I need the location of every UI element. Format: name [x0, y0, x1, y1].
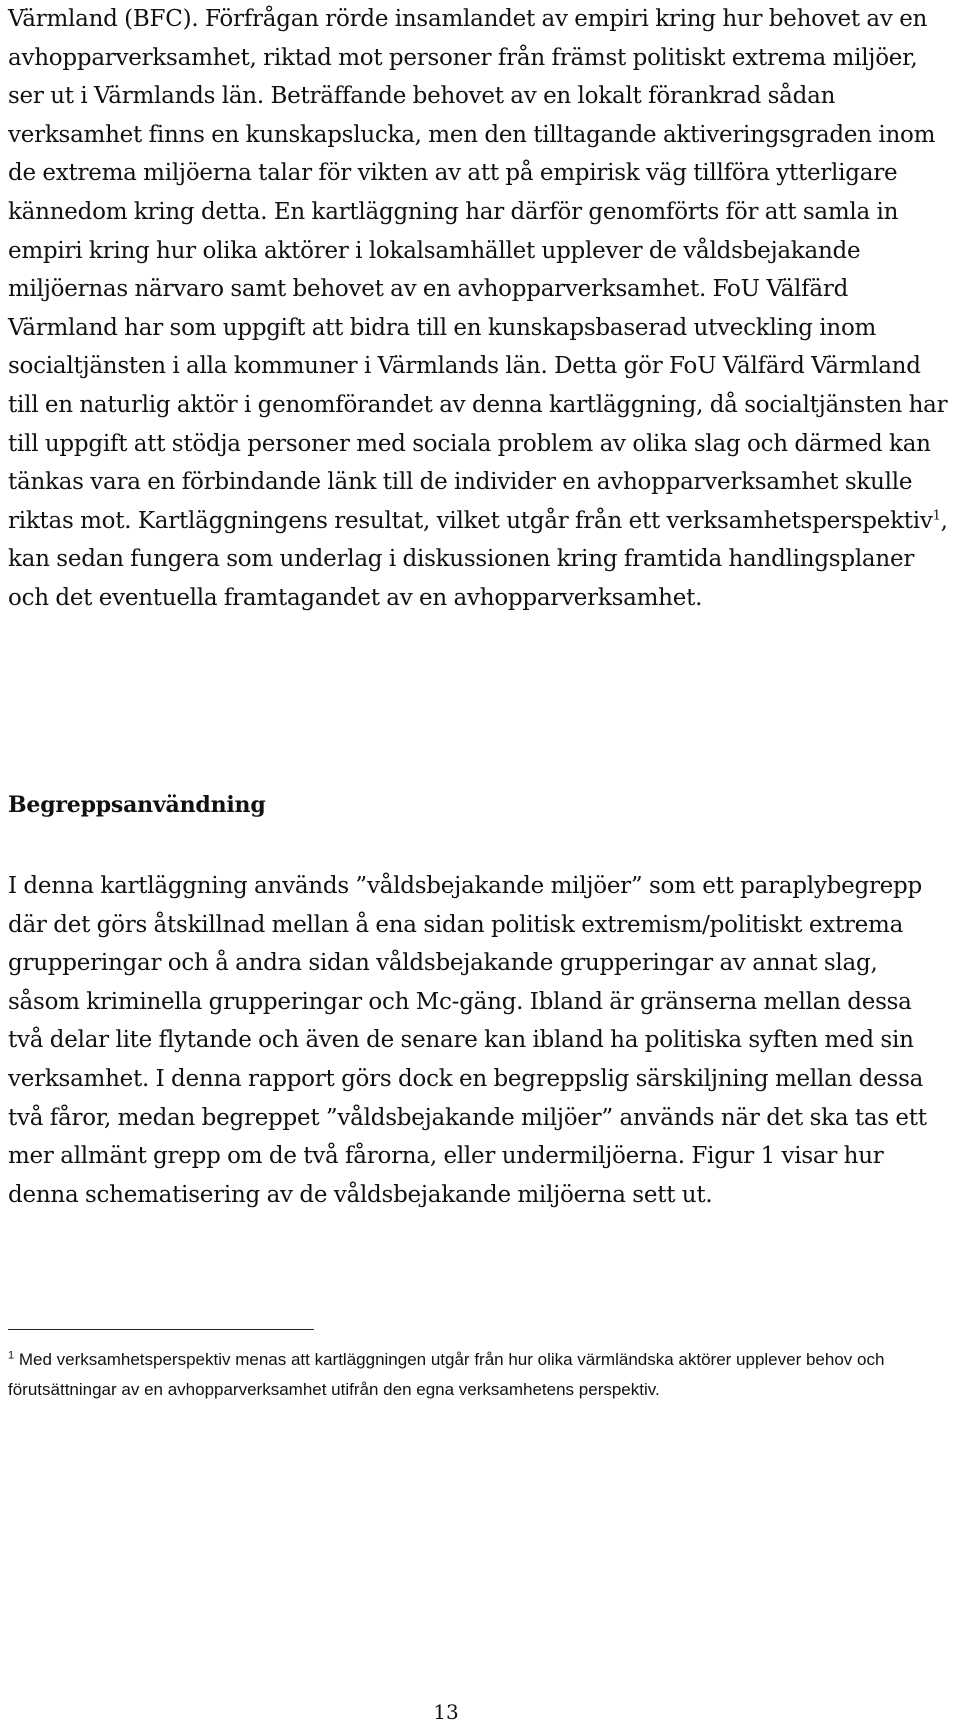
paragraph-text: Värmland (BFC). Förfrågan rörde insamlandet av empiri kring hur behovet av en avhopparverksamhet, riktad mot personer från främst politiskt extrema miljöer, ser ut i Värmlands län. Beträffande behovet av en lokalt förankrad sådan verksamhet finns en kunskapslucka, men den tilltagande aktiveringsgraden inom de extrema miljöerna talar för vikten av att på empirisk väg tillföra ytterligare kännedom kring detta. En kartläggning har därför genomförts för att samla in empiri kring hur olika aktörer i lokalsamhället upplever de våldsbejakande miljöernas närvaro samt behovet av en avhopparverksamhet. FoU Välfärd Värmland har som uppgift att bidra till en kunskapsbaserad utveckling inom socialtjänsten i alla kommuner i Värmlands län. Detta gör FoU Välfärd Värmland till en naturlig aktör i genomförandet av denna kartläggning, då socialtjänsten har till uppgift att stödja personer med sociala problem av olika slag och därmed kan tänkas vara en förbindande länk till de individer en avhopparverksamhet skulle riktas mot. Kartläggningens resultat, vilket utgår från ett verksamhetsperspektiv: [8, 6, 948, 534]
document-page: [8, 0, 952, 1736]
footnote: [8, 1345, 928, 1404]
footnote-divider: [8, 1329, 314, 1330]
footnote-text: Med verksamhetsperspektiv menas att kartläggningen utgår från hur olika värmländska aktörer upplever behov och förutsättningar av en avhopparverksamhet utifrån den egna verksamhetens perspektiv.: [8, 1350, 885, 1399]
page-number: 13: [433, 1700, 459, 1724]
footnote-reference[interactable]: 1: [932, 508, 941, 524]
paragraph-text-continued: , kan sedan fungera som underlag i diskussionen kring framtida handlingsplaner och det eventuella framtagandet av en avhopparverksamhet.: [8, 507, 948, 611]
body-paragraph-intro: [8, 0, 952, 618]
footnote-number: 1: [8, 1349, 15, 1362]
section-heading: Begreppsanvändning: [8, 792, 266, 818]
body-paragraph-definitions: I denna kartläggning används ”våldsbejakande miljöer” som ett paraplybegrepp där det görs åtskillnad mellan å ena sidan politisk extremism/politiskt extrema grupperingar och å andra sidan våldsbejakande grupperingar av annat slag, såsom kriminella grupperingar och Mc-gäng. Ibland är gränserna mellan dessa två delar lite flytande och även de senare kan ibland ha politiska syften med sin verksamhet. I denna rapport görs dock en begreppslig särskiljning mellan dessa två fåror, medan begreppet ”våldsbejakande miljöer” används när det ska tas ett mer allmänt grepp om de två fårorna, eller undermiljöerna. Figur 1 visar hur denna schematisering av de våldsbejakande miljöerna sett ut.: [8, 873, 927, 1208]
